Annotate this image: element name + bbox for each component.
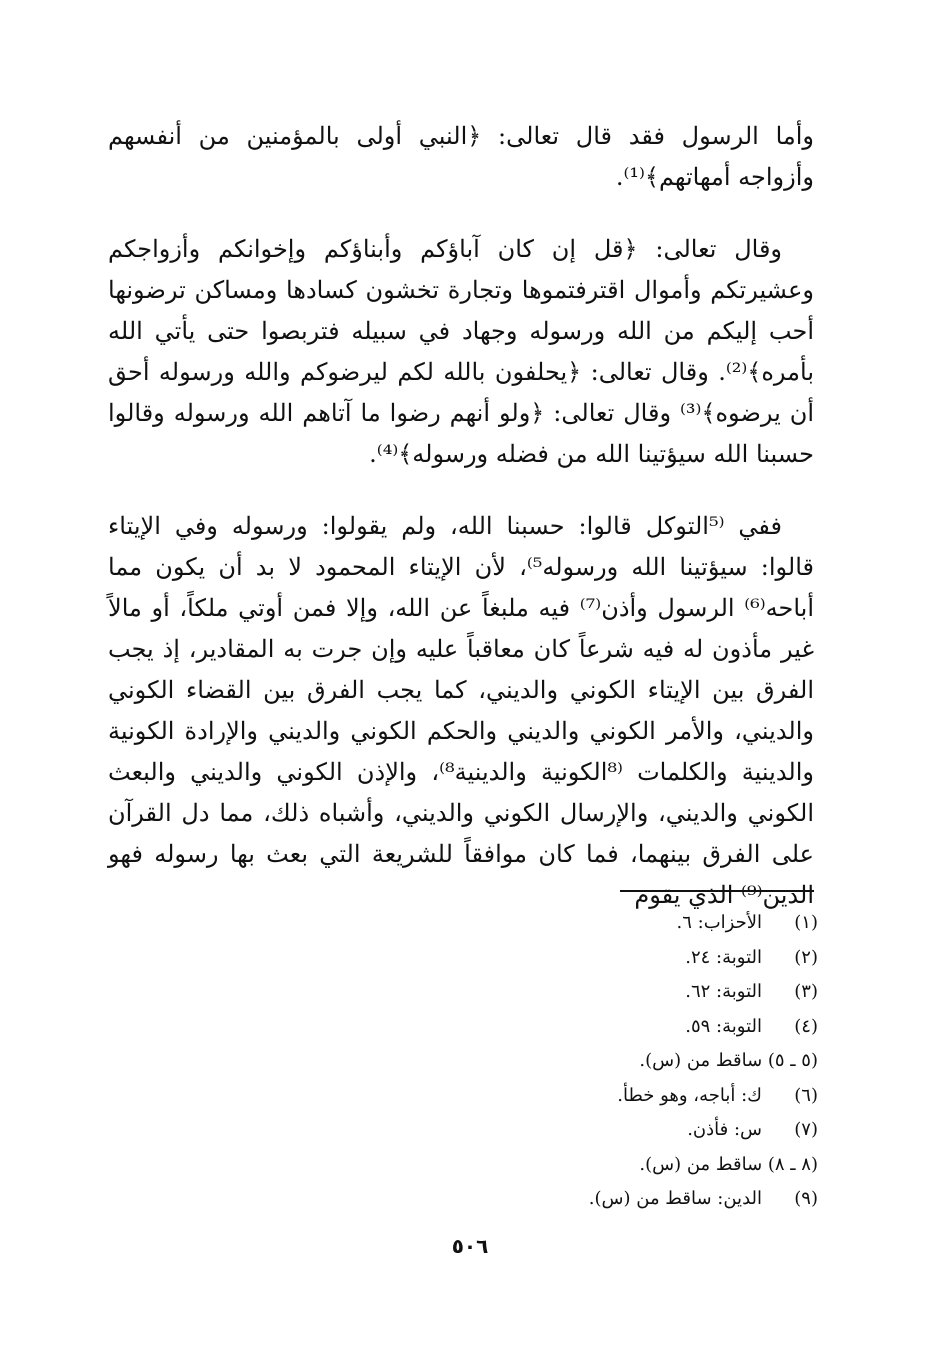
footnote-divider: [620, 890, 814, 892]
footnote-5: [300, 1044, 818, 1079]
footnote-1: [300, 906, 818, 941]
page-number: ٥٠٦: [451, 1234, 489, 1258]
main-text: [108, 116, 814, 947]
footnote-2: [300, 941, 818, 976]
footnote-number: (١): [794, 912, 818, 933]
paragraph-1: وأما الرسول فقد قال تعالى: ﴿النبي أولى بالمؤمنين من أنفسهم وأزواجه أمهاتهم﴾⁽¹⁾.: [108, 122, 814, 191]
footnote-number: (٣): [794, 981, 818, 1002]
footnote-number: (٩): [794, 1188, 818, 1209]
footnote-9: [300, 1182, 818, 1217]
footnote-text: (٨ ـ ٨) ساقط من (س).: [639, 1153, 818, 1175]
footnote-text: (٥ ـ ٥) ساقط من (س).: [639, 1050, 818, 1071]
footnote-text: س: فأذن.: [687, 1119, 762, 1140]
footnote-text: ك: أباجه، وهو خطأ.: [617, 1084, 762, 1106]
footnote-text: الأحزاب: ٦.: [676, 912, 762, 933]
paragraph-3: ففي ⁽⁵التوكل قالوا: حسبنا الله، ولم يقولوا: ورسوله وفي الإيتاء قالوا: سيؤتينا الله ورسوله⁵⁾، لأن الإيتاء المحمود لا بد أن يكون مما أباحه⁽⁶⁾ الرسول وأذن⁽⁷⁾ فيه ملبغاً عن الله، وإلا فمن أوتي ملكاً، أو مالاً غير مأذون له فيه شرعاً كان معاقباً عليه وإن جرت به المقادير، إذ يجب الفرق بين الإيتاء الكوني والديني، كما يجب الفرق بين القضاء الكوني والديني، والأمر الكوني والديني والحكم الكوني والديني والإرادة الكونية والدينية والكلمات ⁽⁸الكونية والدينية⁸⁾، والإذن الكوني والديني والبعث الكوني والديني، والإرسال الكوني والديني، وأشباه ذلك، مما دل القرآن على الفرق بينهما، فما كان موافقاً للشريعة التي بعث بها رسوله فهو الدين⁽⁹⁾ الذي يقوم: [108, 512, 815, 909]
footnote-number: (٤): [794, 1015, 818, 1037]
footnote-8: [300, 1148, 818, 1183]
footnote-number: (٦): [794, 1084, 818, 1106]
footnote-number: (٧): [794, 1119, 818, 1140]
footnote-6: [300, 1079, 818, 1114]
footnote-4: [300, 1010, 818, 1045]
footnotes: [300, 906, 818, 1217]
footnote-text: الدين: ساقط من (س).: [588, 1188, 762, 1209]
paragraph-2: وقال تعالى: ﴿قل إن كان آباؤكم وأبناؤكم وإخوانكم وأزواجكم وعشيرتكم وأموال اقترفتموها وتجارة تخشون كسادها ومساكن ترضونها أحب إليكم من الله ورسوله وجهاد في سبيله فتربصوا حتى يأتي الله بأمره﴾⁽²⁾. وقال تعالى: ﴿يحلفون بالله لكم ليرضوكم والله ورسوله أحق أن يرضوه﴾⁽³⁾ وقال تعالى: ﴿ولو أنهم رضوا ما آتاهم الله ورسوله وقالوا حسبنا الله سيؤتينا الله من فضله ورسوله﴾⁽⁴⁾.: [108, 235, 814, 468]
footnote-7: [300, 1113, 818, 1148]
footnote-text: التوبة: ٢٤.: [685, 946, 762, 968]
footnote-text: التوبة: ٥٩.: [685, 1015, 762, 1037]
footnote-3: [300, 975, 818, 1010]
footnote-number: (٢): [794, 946, 818, 968]
footnote-text: التوبة: ٦٢.: [685, 981, 762, 1002]
